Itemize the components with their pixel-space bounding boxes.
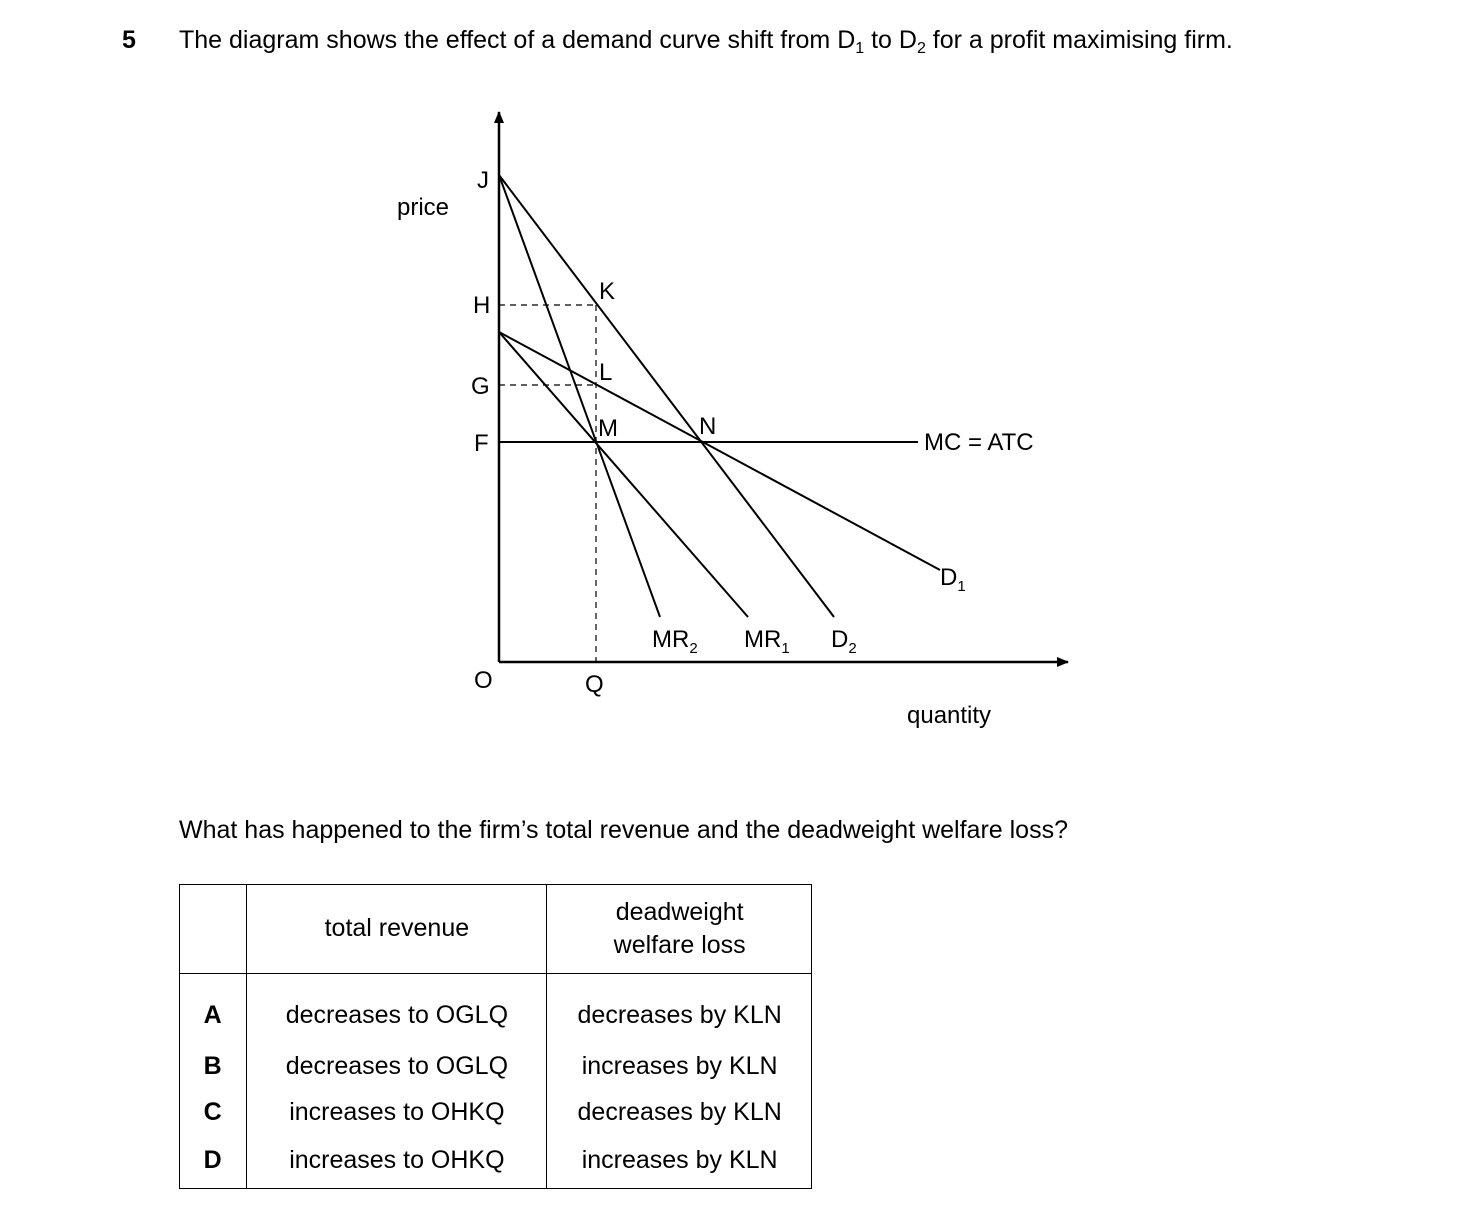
mr2-label-sub: 2 [689, 640, 698, 657]
g-label: G [471, 373, 490, 400]
question-prompt: What has happened to the firm’s total revenue and the deadweight welfare loss? [179, 816, 1068, 844]
h-label: H [473, 292, 491, 319]
option-total-revenue: increases to OHKQ [247, 1090, 547, 1136]
origin-label: O [474, 667, 493, 694]
answer-row-a[interactable] [179, 974, 812, 1044]
table-header-row [179, 884, 812, 974]
d1-label [940, 564, 966, 595]
d2-curve [499, 175, 834, 617]
y-axis-label: price [397, 194, 450, 221]
question-sub-2: 2 [916, 40, 926, 57]
header-total-revenue: total revenue [247, 884, 547, 974]
l-label: L [599, 359, 613, 386]
option-letter: A [179, 974, 247, 1044]
option-welfare-loss: decreases by KLN [577, 1098, 782, 1127]
mr1-label-sub: 1 [781, 640, 790, 657]
d1-curve [499, 332, 940, 570]
option-letter: B [179, 1043, 247, 1089]
mr2-label [652, 626, 698, 657]
j-label: J [477, 167, 489, 194]
x-axis-label: quantity [907, 702, 992, 729]
option-letter: C [179, 1090, 247, 1136]
header-col2-line2: welfare loss [613, 930, 746, 959]
option-total-revenue: decreases to OGLQ [247, 1043, 547, 1089]
d2-label-main: D [831, 626, 849, 653]
n-label: N [699, 413, 717, 440]
question-sub-1: 1 [855, 40, 865, 57]
answer-row-d[interactable] [179, 1136, 812, 1189]
d1-label-sub: 1 [957, 578, 966, 595]
d2-label [831, 626, 857, 657]
option-welfare-loss: decreases by KLN [577, 1001, 782, 1030]
mc-atc-label: MC = ATC [924, 429, 1034, 456]
option-welfare-loss: increases by KLN [581, 1146, 778, 1175]
k-label: K [599, 278, 616, 305]
option-total-revenue: decreases to OGLQ [247, 974, 547, 1044]
d1-label-main: D [940, 564, 958, 591]
option-total-revenue: increases to OHKQ [247, 1136, 547, 1189]
mr2-label-main: MR [652, 626, 690, 653]
question-number: 5 [122, 26, 136, 54]
mr1-curve [499, 332, 748, 617]
f-label: F [474, 430, 489, 457]
d2-label-sub: 2 [848, 640, 857, 657]
mr2-curve [499, 175, 660, 617]
header-letter-cell [179, 884, 247, 974]
m-label: M [598, 415, 618, 442]
option-letter: D [179, 1136, 247, 1189]
option-welfare-loss: increases by KLN [581, 1051, 778, 1080]
header-deadweight-welfare-loss [547, 884, 812, 974]
answer-row-c[interactable] [179, 1090, 812, 1136]
question-text-part1: The diagram shows the effect of a demand curve shift from D [179, 26, 856, 54]
q-label: Q [585, 671, 604, 698]
answer-table [179, 884, 812, 1189]
header-col2-line1: deadweight [615, 897, 744, 926]
question-text-part3: for a profit maximising firm. [925, 26, 1233, 54]
answer-row-b[interactable] [179, 1043, 812, 1089]
mr1-label-main: MR [744, 626, 782, 653]
question-text-part2: to D [864, 26, 917, 54]
mr1-label [744, 626, 790, 657]
